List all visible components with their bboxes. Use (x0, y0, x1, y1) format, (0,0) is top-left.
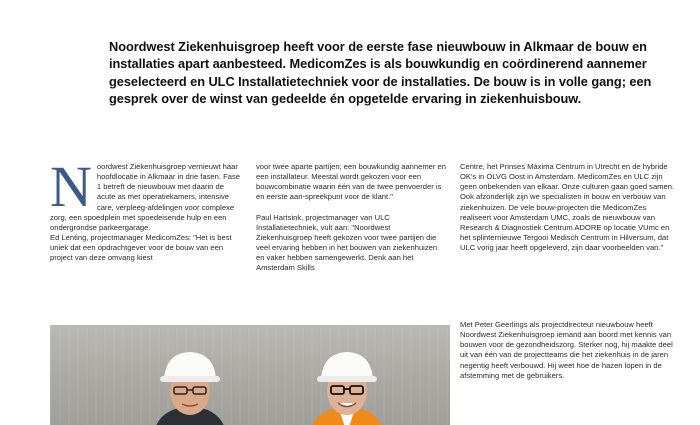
drop-cap: N (50, 154, 92, 219)
paragraph: Centre, het Prinses Máxima Centrum in Utrecht en de hybride OK's in OLVG Oost in Amsterdam. MedicomZes en ULC zijn geen onbekenden van elkaar. Onze culturen gaan goed samen. Ook afzonderlijk zijn we specialisten in bouw en verbouw van ziekenhuizen. De vele bouw-projecten die MedicomZes realiseert voor Amsterdam UMC, zoals de nieuwbouw van Research & Diagnostiek Centrum ADORE op locatie VUmc en het splinternieuwe Tergooi Medisch Centrum in Hilversum, dat ULC vorig jaar heeft opgeleverd, zijn daar voorbeelden van." (460, 162, 675, 253)
article-column-1 (50, 154, 240, 264)
person-with-helmet-left (148, 343, 232, 425)
article-column-3 (460, 162, 675, 253)
paragraph: Met Peter Geerlings als projectdirecteur nieuwbouw heeft Noordwest Ziekenhuisgroep iemand aan boord met kennis van bouwen voor de gezondheidszorg. Sterker nog, hij maakte deel uit van één van de projectteams die het ziekenhuis in de jaren negentig heeft verbouwd. Hij weet hoe de hazen lopen in de afstemming met de gebruikers. (460, 320, 673, 380)
article-column-3-continued (460, 320, 675, 381)
paragraph: Ed Lenting, projectmanager MedicomZes: "Het is best uniek dat een opdrachtgever voor de bouw van een project van deze omvang kiest (50, 233, 232, 263)
paragraph: oordwest Ziekenhuisgroep vernieuwt haar hoofdlocatie in Alkmaar in drie fasen. Fase 1 betreft de nieuwbouw met daarin de acute as met operatiekamers, intensive care, verpleeg-afdelingen voor complexe zorg, een spoedplein met spoedeisende hulp en een ondergrondse parkeergarage. (50, 162, 240, 232)
paragraph: Paul Hartsink, projectmanager van ULC Installatietechniek, vult aan: "Noordwest Ziekenhuisgroep heeft gekozen voor twee partijen die veel ervaring hebben in het bouwen van ziekenhuizen en vaker hebben samengewerkt. Denk aan het Amsterdam Skills (256, 212, 438, 273)
article-intro: Noordwest Ziekenhuisgroep heeft voor de eerste fase nieuwbouw in Alkmaar de bouw en installaties apart aanbesteed. MedicomZes is als bouwkundig en coördinerend aannemer geselecteerd en ULC Installatietechniek voor de installaties. De bouw is in volle gang; een gesprek over de winst van gedeelde én opgetelde ervaring in ziekenhuisbouw. (109, 39, 652, 107)
person-with-helmet-right (305, 343, 389, 425)
article-column-2 (256, 162, 446, 274)
paragraph: voor twee aparte partijen; een bouwkundig aannemer en een installateur. Meestal wordt gekozen voor een bouwcombinatie waarin één van de twee penvoerder is en eerste aan-spreekpunt voor de klant." (256, 162, 446, 202)
article-photo (50, 325, 450, 425)
